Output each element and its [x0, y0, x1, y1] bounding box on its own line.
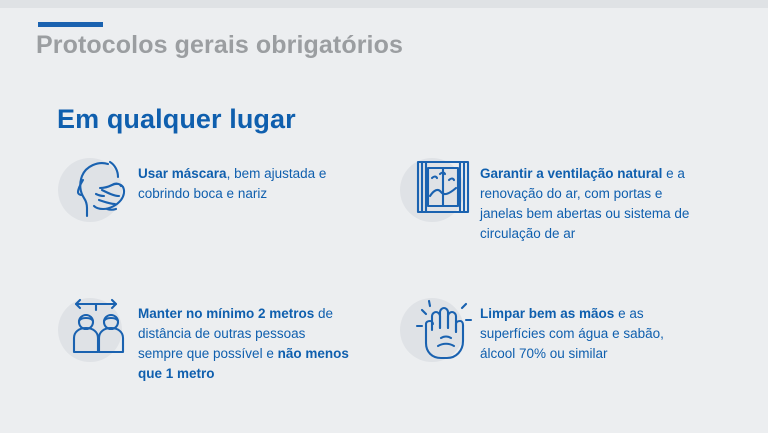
list-item-rest: de distância de outras pessoas sempre que possível e: [138, 306, 334, 361]
list-item-text: [138, 290, 353, 384]
top-band: [0, 0, 768, 8]
list-item-text: [480, 290, 700, 364]
title-accent-rule: [38, 22, 103, 27]
list-item: [400, 290, 700, 370]
page-title: Protocolos gerais obrigatórios: [36, 31, 403, 59]
list-item-rest: e as superfícies com água e sabão, álcool 70% ou similar: [480, 306, 664, 361]
section-title: Em qualquer lugar: [57, 104, 296, 134]
list-item-strong: Usar máscara: [138, 166, 227, 181]
list-item-strong: Limpar bem as mãos: [480, 306, 615, 321]
two-people-distance-icon: [58, 290, 138, 370]
open-window-icon: [400, 150, 480, 230]
washing-hands-icon: [400, 290, 480, 370]
list-item: [58, 290, 353, 384]
list-item: [58, 150, 353, 230]
list-item-strong: Garantir a ventilação natural: [480, 166, 663, 181]
list-item-text: [138, 150, 353, 204]
list-item-strong: Manter no mínimo 2 metros: [138, 306, 315, 321]
list-item-strong-2: não menos que 1 metro: [138, 346, 349, 381]
list-item: [400, 150, 700, 244]
list-item-text: [480, 150, 700, 244]
list-item-rest: e a renovação do ar, com portas e janelas bem abertas ou sistema de circulação de ar: [480, 166, 690, 241]
person-wearing-mask-icon: [58, 150, 138, 230]
list-item-rest: , bem ajustada e cobrindo boca e nariz: [138, 166, 327, 201]
